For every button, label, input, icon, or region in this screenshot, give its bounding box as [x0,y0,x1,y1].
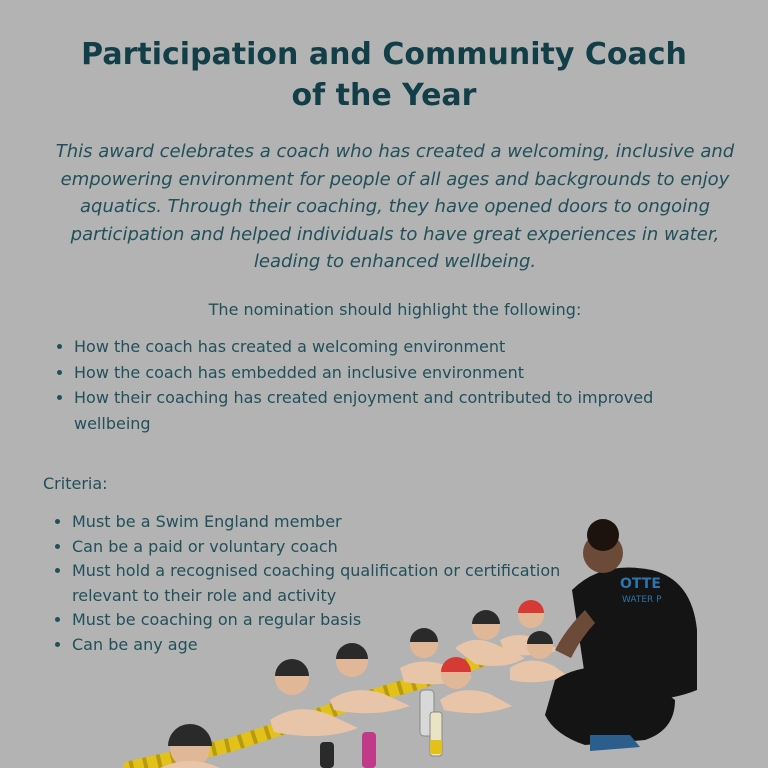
coach-photo [0,500,768,768]
list-item: • Must hold a recognised coaching qualification or certification relevant to their role and activity [72,559,592,608]
title-line-1: Participation and Community Coach [81,37,687,72]
page-title [0,34,768,116]
award-description: This award celebrates a coach who has created a welcoming, inclusive and empowering environment for people of all ages and backgrounds to enjoy aquatics. Through their coaching, they have opened doors to ongoing participation and helped individuals to have great experiences in water, leading to enhanced wellbeing. [55,141,735,272]
shirt-logo-text: OTTE [620,576,661,592]
list-item: • How their coaching has created enjoyment and contributed to improved wellbeing [74,385,714,436]
list-item: • How the coach has created a welcoming environment [74,334,714,360]
shirt-logo-subtext: WATER P [622,595,662,605]
criteria-heading: Criteria: [43,474,108,493]
list-item: • Can be any age [72,633,592,658]
nomination-list [50,334,714,436]
list-item: • Must be coaching on a regular basis [72,608,592,633]
nomination-lead: The nomination should highlight the following: [208,300,582,319]
swimmer [330,643,410,713]
title-line-2: of the Year [291,78,477,113]
list-item: • Can be a paid or voluntary coach [72,535,592,560]
list-item: • How the coach has embedded an inclusive environment [74,360,714,386]
list-item: • Must be a Swim England member [72,510,592,535]
coach [545,519,697,751]
